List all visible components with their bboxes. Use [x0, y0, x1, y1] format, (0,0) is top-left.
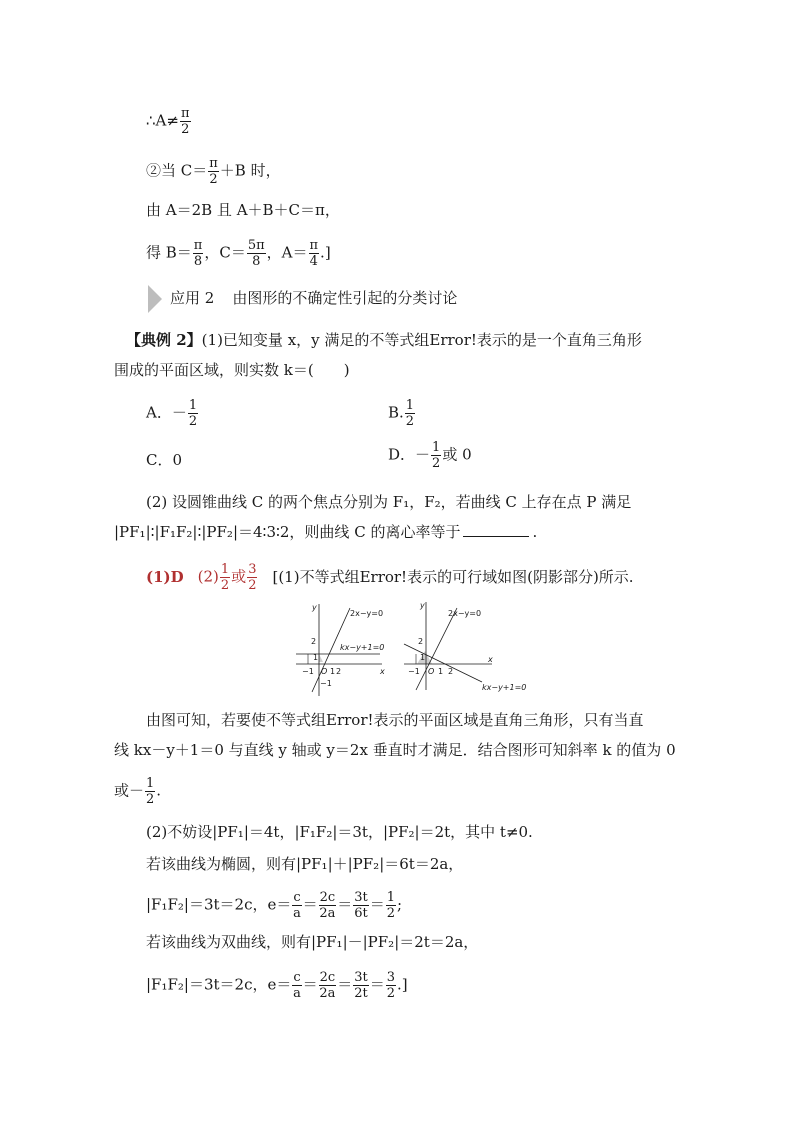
hyperbola-e-prefix: |F₁F₂|＝3t＝2c，e＝	[146, 975, 292, 994]
frac-den: 6t	[354, 906, 368, 921]
frac-num: 1	[405, 398, 415, 413]
left-origin-label: O	[321, 667, 328, 676]
frac-num: 1	[386, 890, 396, 905]
solution-ellipse	[146, 854, 463, 874]
solution-hyperbola-e	[146, 970, 408, 1001]
frac-num: 3	[248, 562, 257, 577]
answer-1: (1)D	[146, 567, 184, 586]
result-c: ，C＝	[204, 243, 246, 262]
solution-text-2: 线 kx－y＋1＝0 与直线 y 轴或 y＝2x 垂直时才满足．结合图形可知斜率 k 的值为 0	[114, 741, 676, 759]
right-y-label: y	[420, 601, 425, 610]
frac-3t-over-2t	[353, 970, 369, 1001]
frac-pi-over-8	[193, 238, 204, 269]
example-q2-line2	[114, 522, 537, 542]
result-end: .]	[320, 243, 331, 262]
eq: ＝	[337, 975, 353, 994]
frac-den: 2	[386, 986, 396, 1001]
frac-num: 1	[220, 562, 230, 577]
fill-blank	[463, 524, 529, 537]
answer-line	[146, 562, 634, 593]
right-line2-label: kx−y+1=0	[482, 683, 527, 692]
frac-den: a	[293, 986, 301, 1001]
section-title: 由图形的不确定性引起的分类讨论	[232, 289, 458, 307]
line-case-2	[146, 156, 281, 187]
q2-end: .	[532, 523, 538, 541]
line-result	[146, 238, 331, 269]
frac-3t-over-6t	[353, 890, 369, 921]
frac-den: 2	[181, 122, 190, 137]
frac-den: 2	[405, 414, 415, 429]
solution-text-3-end: .	[156, 781, 162, 800]
frac-num: π	[180, 106, 190, 121]
solution-part2-text: (2)不妨设|PF₁|＝4t，|F₁F₂|＝3t，|PF₂|＝2t，其中 t≠0.	[146, 823, 533, 841]
frac-den: 2a	[319, 986, 336, 1001]
frac-1-over-2	[431, 440, 441, 471]
solution-hyperbola	[146, 932, 478, 952]
example-q2-line1	[146, 492, 631, 512]
frac-num: π	[209, 156, 218, 171]
solution-part2	[146, 822, 533, 842]
left-x-label: x	[380, 667, 385, 676]
frac-num: 1	[432, 440, 441, 455]
example-q1-line1	[126, 330, 642, 350]
frac-c-over-a	[292, 890, 301, 921]
result-prefix: 得 B＝	[146, 243, 192, 262]
frac-1-over-2	[386, 890, 396, 921]
solution-ellipse-e	[146, 890, 402, 921]
right-tick-y2: 2	[418, 637, 424, 646]
frac-2c-over-2a	[319, 890, 337, 921]
left-tick-yneg1: −1	[320, 679, 332, 688]
solution-ellipse-text: 若该曲线为椭圆，则有|PF₁|＋|PF₂|＝6t＝2a，	[146, 855, 464, 873]
frac-num: 2c	[319, 970, 336, 985]
answer-or: 或	[231, 567, 247, 586]
given-text: 由 A＝2B 且 A＋B＋C＝π，	[146, 201, 340, 219]
frac-den: 2	[432, 456, 441, 471]
right-tick-y1: 1	[420, 653, 426, 662]
frac-num: 5π	[247, 238, 265, 253]
left-tick-y2: 2	[311, 637, 317, 646]
frac-pi-over-2	[180, 106, 191, 137]
q2-text-2: |PF₁|∶|F₁F₂|∶|PF₂|＝4∶3∶2，则曲线 C 的离心率等于	[114, 523, 461, 541]
eq: ＝	[302, 975, 318, 994]
q1-text: (1)已知变量 x，y 满足的不等式组Error!表示的是一个直角三角形	[201, 331, 642, 349]
right-tick-xneg1: −1	[408, 667, 420, 676]
eq: ＝	[369, 895, 385, 914]
frac-num: 1	[188, 398, 198, 413]
right-x-label: x	[488, 655, 493, 664]
frac-num: c	[293, 970, 301, 985]
option-b-text: B.	[388, 403, 404, 422]
frac-2c-over-2a	[319, 970, 337, 1001]
left-tick-y1: 1	[313, 653, 319, 662]
left-tick-x2: 2	[336, 667, 342, 676]
section-marker-icon	[148, 285, 162, 313]
frac-den: 2	[209, 172, 218, 187]
option-c	[146, 450, 182, 470]
hyperbola-e-end: .]	[397, 975, 408, 994]
left-figure	[296, 603, 385, 696]
solution-text-1: 由图可知，若要使不等式组Error!表示的平面区域是直角三角形，只有当直	[146, 711, 644, 729]
left-tick-x1: 1	[330, 667, 336, 676]
frac-den: 2	[248, 578, 257, 593]
option-a	[146, 398, 199, 429]
option-d-prefix: D．－	[388, 445, 431, 464]
frac-pi-over-2	[208, 156, 219, 187]
right-line-2x-y	[416, 608, 457, 690]
answer-2-prefix: (2)	[197, 567, 219, 586]
case2-suffix: ＋B 时，	[219, 161, 281, 180]
frac-1-over-2	[145, 776, 155, 807]
left-shaded-region	[319, 654, 323, 662]
frac-num: 1	[146, 776, 155, 791]
left-tick-xneg1: −1	[302, 667, 314, 676]
eq: ＝	[369, 975, 385, 994]
line-therefore	[146, 106, 192, 137]
ellipse-e-end: ;	[397, 895, 403, 914]
frac-num: c	[293, 890, 301, 905]
right-tick-x2: 2	[448, 667, 454, 676]
frac-den: 8	[193, 254, 203, 269]
example-q1-line2	[114, 360, 350, 380]
solution-line1	[146, 710, 644, 730]
frac-den: 2	[188, 414, 198, 429]
frac-1-over-2	[188, 398, 198, 429]
frac-den: 4	[309, 254, 318, 269]
option-d-suffix: 或 0	[442, 445, 472, 464]
frac-1-over-2-red	[220, 562, 230, 593]
frac-num: 3	[386, 970, 396, 985]
case2-prefix: ②当 C＝	[146, 161, 208, 180]
frac-den: 2	[386, 906, 396, 921]
result-a: ，A＝	[266, 243, 308, 262]
q1-paren-close: )	[343, 361, 350, 379]
therefore-text: ∴A≠	[146, 111, 179, 130]
frac-3-over-2	[386, 970, 396, 1001]
frac-num: 3t	[354, 890, 368, 905]
solution-hyperbola-text: 若该曲线为双曲线，则有|PF₁|－|PF₂|＝2t＝2a，	[146, 933, 479, 951]
left-y-label: y	[312, 603, 317, 612]
q1-text-2: 围成的平面区域，则实数 k＝(	[114, 361, 314, 379]
option-a-text: A．－	[146, 403, 187, 422]
solution-line2	[114, 740, 676, 760]
frac-den: 2t	[354, 986, 368, 1001]
option-d	[388, 440, 472, 471]
right-figure	[404, 601, 526, 692]
frac-c-over-a	[292, 970, 301, 1001]
frac-pi-over-4	[309, 238, 320, 269]
solution-line3	[114, 776, 161, 807]
section-header	[148, 284, 457, 313]
option-c-text: C．0	[146, 451, 183, 469]
left-line2-label: kx−y+1=0	[340, 643, 385, 652]
feasible-region-figures	[292, 598, 542, 698]
frac-5pi-over-8	[247, 238, 266, 269]
eq: ＝	[337, 895, 353, 914]
right-line1-label: 2x−y=0	[448, 609, 482, 618]
q2-text: (2) 设圆锥曲线 C 的两个焦点分别为 F₁，F₂，若曲线 C 上存在点 P 满足	[146, 493, 632, 511]
example-tag: 【典例 2】	[126, 331, 202, 349]
frac-num: π	[309, 238, 319, 253]
frac-1-over-2	[405, 398, 415, 429]
left-line1-label: 2x−y=0	[350, 609, 384, 618]
frac-num: 2c	[319, 890, 336, 905]
right-origin-label: O	[428, 667, 435, 676]
right-tick-x1: 1	[438, 667, 444, 676]
frac-den: a	[293, 906, 301, 921]
frac-den: 2a	[319, 906, 336, 921]
option-b	[388, 398, 416, 429]
ellipse-e-prefix: |F₁F₂|＝3t＝2c，e＝	[146, 895, 292, 914]
frac-num: π	[193, 238, 203, 253]
frac-den: 2	[220, 578, 230, 593]
eq: ＝	[302, 895, 318, 914]
frac-3-over-2-red	[247, 562, 257, 593]
frac-num: 3t	[354, 970, 368, 985]
frac-den: 8	[252, 254, 261, 269]
line-given	[146, 200, 340, 220]
answer-explain: [(1)不等式组Error!表示的可行域如图(阴影部分)所示.	[272, 567, 634, 586]
solution-text-3: 或－	[114, 781, 145, 800]
section-label: 应用 2	[170, 289, 215, 307]
frac-den: 2	[146, 792, 155, 807]
